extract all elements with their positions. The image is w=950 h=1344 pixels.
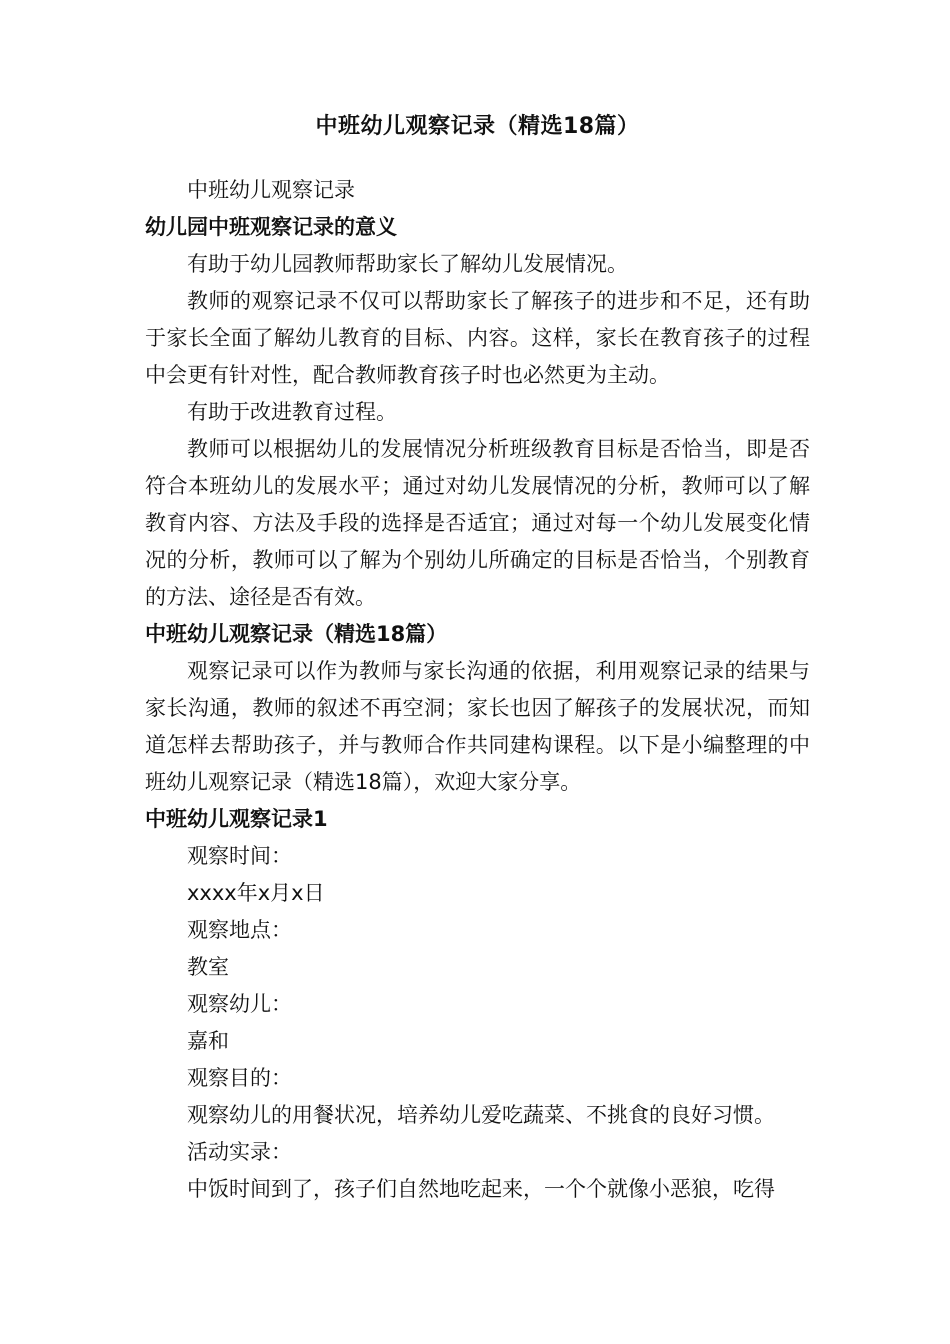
paragraph: 观察记录可以作为教师与家长沟通的依据，利用观察记录的结果与家长沟通，教师的叙述不再空洞；家长也因了解孩子的发展状况，而知道怎样去帮助孩子，并与教师合作共同建构课程。以下是小编整理的中班幼儿观察记录（精选18篇），欢迎大家分享。 (145, 659, 810, 794)
paragraph: 中饭时间到了，孩子们自然地吃起来，一个个就像小恶狼，吃得 (187, 1177, 775, 1201)
paragraph: 有助于改进教育过程。 (187, 400, 397, 424)
paragraph: 嘉和 (187, 1029, 229, 1053)
paragraph: 教师可以根据幼儿的发展情况分析班级教育目标是否恰当，即是否符合本班幼儿的发展水平；通过对幼儿发展情况的分析，教师可以了解教育内容、方法及手段的选择是否适宜；通过对每一个幼儿发展变化情况的分析，教师可以了解为个别幼儿所确定的目标是否恰当，个别教育的方法、途径是否有效。 (145, 437, 810, 609)
paragraph: 观察目的： (187, 1066, 292, 1090)
paragraph: 观察时间： (187, 844, 292, 868)
paragraph: 活动实录： (187, 1140, 292, 1164)
section-heading: 幼儿园中班观察记录的意义 (145, 215, 397, 239)
paragraph: 教室 (187, 955, 229, 979)
paragraph: xxxx年x月x日 (187, 881, 325, 905)
paragraph: 观察幼儿的用餐状况，培养幼儿爱吃蔬菜、不挑食的良好习惯。 (187, 1103, 775, 1127)
paragraph: 中班幼儿观察记录 (187, 178, 355, 202)
document-page (145, 104, 810, 1208)
document-body (145, 172, 810, 1208)
paragraph: 教师的观察记录不仅可以帮助家长了解孩子的进步和不足，还有助于家长全面了解幼儿教育的目标、内容。这样，家长在教育孩子的过程中会更有针对性，配合教师教育孩子时也必然更为主动。 (145, 289, 810, 387)
section-heading: 中班幼儿观察记录（精选18篇） (145, 622, 448, 646)
paragraph: 观察幼儿： (187, 992, 292, 1016)
document-title: 中班幼儿观察记录（精选18篇） (315, 114, 640, 139)
paragraph: 观察地点： (187, 918, 292, 942)
paragraph: 有助于幼儿园教师帮助家长了解幼儿发展情况。 (187, 252, 628, 276)
section-heading: 中班幼儿观察记录1 (145, 807, 328, 831)
